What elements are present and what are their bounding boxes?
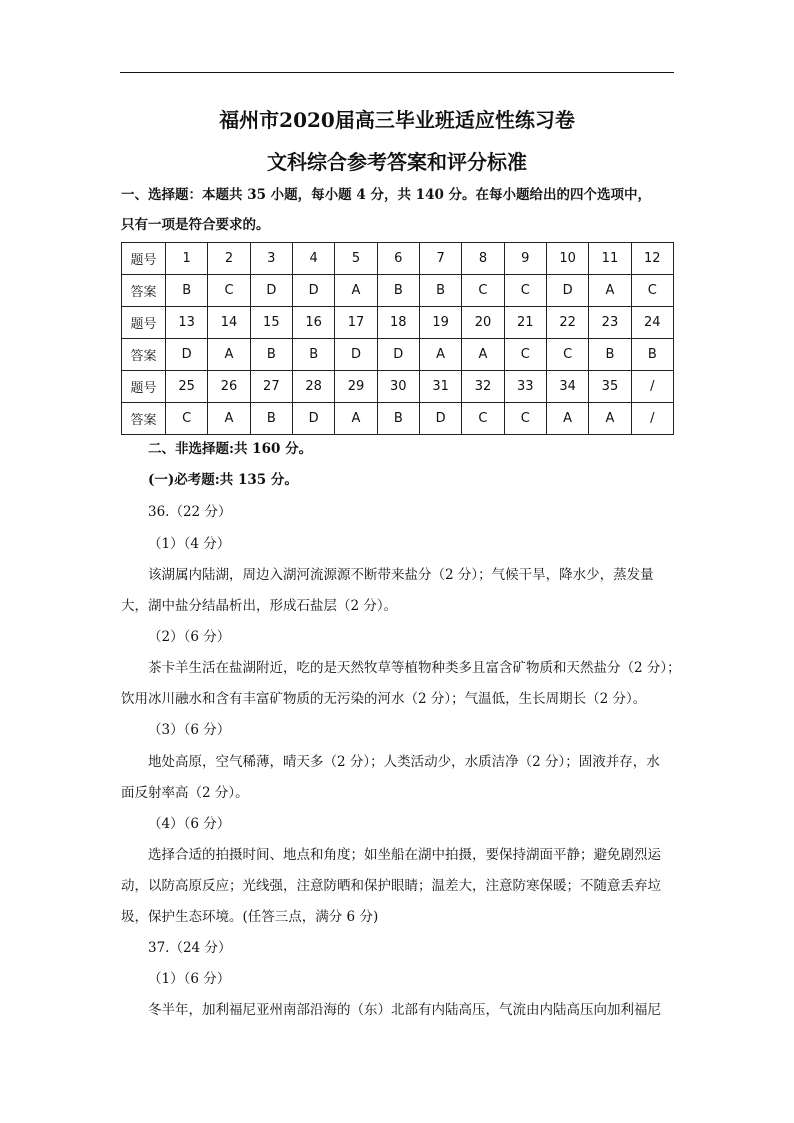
answer-table-cell: B [419, 275, 461, 307]
answer-table-cell: B [292, 339, 334, 371]
answer-table-cell: D [335, 339, 377, 371]
answer-table-cell: 5 [335, 243, 377, 275]
answer-table-cell: B [631, 339, 673, 371]
answer-table-cell: 23 [589, 307, 631, 339]
q36-part4-answer-line1: 选择合适的拍摄时间、地点和角度；如坐船在湖中拍摄，要保持湖面平静；避免剧烈运 [148, 847, 661, 863]
answer-table-cell: 30 [377, 371, 419, 403]
answer-table-cell: B [377, 403, 419, 435]
answer-table-cell: A [546, 403, 588, 435]
answer-table-cell: 8 [462, 243, 504, 275]
answer-table-row-label: 答案 [122, 339, 166, 371]
q36-part1-heading: （1）（4 分） [148, 536, 231, 552]
answer-table-cell: 35 [589, 371, 631, 403]
answer-table-cell: D [166, 339, 208, 371]
answer-table-cell: D [250, 275, 292, 307]
q37-part1-answer-line1: 冬半年，加利福尼亚州南部沿海的（东）北部有内陆高压，气流由内陆高压向加利福尼 [148, 1002, 661, 1018]
answer-table-cell: D [419, 403, 461, 435]
answer-table-row-label: 答案 [122, 275, 166, 307]
answer-table-cell: A [208, 339, 250, 371]
answer-table-cell: D [377, 339, 419, 371]
answer-table-cell: 31 [419, 371, 461, 403]
answer-table-cell: 21 [504, 307, 546, 339]
q37-part1-heading: （1）（6 分） [148, 971, 231, 987]
q36-part1-answer-line2: 大，湖中盐分结晶析出，形成石盐层（2 分）。 [121, 598, 398, 614]
section2-heading: 二、非选择题:共 160 分。 [148, 441, 313, 457]
answer-table-cell: A [419, 339, 461, 371]
answer-table-cell: 25 [166, 371, 208, 403]
document-subtitle: 文科综合参考答案和评分标准 [267, 150, 527, 174]
answer-table-cell: 7 [419, 243, 461, 275]
answer-table-cell: B [589, 339, 631, 371]
answer-table-cell: 26 [208, 371, 250, 403]
answer-table-cell: 34 [546, 371, 588, 403]
answer-table-cell: C [462, 403, 504, 435]
answer-table-cell: C [462, 275, 504, 307]
answer-table-cell: 1 [166, 243, 208, 275]
answer-table-cell: 33 [504, 371, 546, 403]
q36-part2-answer-line2: 饮用冰川融水和含有丰富矿物质的无污染的河水（2 分）；气温低，生长周期长（2 分）。 [121, 691, 647, 707]
answer-table-cell: A [208, 403, 250, 435]
answer-table-cell: D [546, 275, 588, 307]
answer-table-row-label: 题号 [122, 371, 166, 403]
q36-part3-answer-line2: 面反射率高（2 分）。 [121, 785, 249, 801]
section1-instructions-line2: 只有一项是符合要求的。 [121, 217, 270, 233]
answer-table-cell: 28 [292, 371, 334, 403]
answer-table-cell: / [631, 371, 673, 403]
q36-part1-answer-line1: 该湖属内陆湖，周边入湖河流源源不断带来盐分（2 分）；气候干旱，降水少，蒸发量 [148, 567, 654, 583]
answer-table-cell: 22 [546, 307, 588, 339]
answer-table-cell: 20 [462, 307, 504, 339]
q36-part2-heading: （2）（6 分） [148, 629, 231, 645]
answer-table-cell: C [546, 339, 588, 371]
answer-table-cell: 3 [250, 243, 292, 275]
answer-table-cell: C [208, 275, 250, 307]
answer-table-cell: D [292, 403, 334, 435]
answer-table-cell: B [166, 275, 208, 307]
answer-table-cell: 16 [292, 307, 334, 339]
answer-table-cell: C [504, 339, 546, 371]
answer-table-cell: A [335, 275, 377, 307]
answer-table-row [122, 275, 674, 307]
answer-table-cell: A [589, 275, 631, 307]
answer-table [121, 242, 674, 435]
header-rule [120, 72, 674, 73]
answer-table-row [122, 339, 674, 371]
answer-table-cell: D [292, 275, 334, 307]
answer-table-cell: B [250, 339, 292, 371]
answer-table-cell: 2 [208, 243, 250, 275]
answer-table-cell: C [631, 275, 673, 307]
q36-heading: 36.（22 分） [148, 504, 232, 520]
answer-table-cell: 6 [377, 243, 419, 275]
answer-table-cell: A [335, 403, 377, 435]
answer-table-row-label: 题号 [122, 307, 166, 339]
answer-table-row-label: 题号 [122, 243, 166, 275]
answer-table-row [122, 403, 674, 435]
answer-table-row [122, 243, 674, 275]
answer-table-cell: C [504, 403, 546, 435]
answer-table-cell: 15 [250, 307, 292, 339]
q36-part3-answer-line1: 地处高原，空气稀薄，晴天多（2 分）；人类活动少，水质洁净（2 分）；固液并存，水 [148, 754, 660, 770]
answer-table-cell: 10 [546, 243, 588, 275]
answer-table-cell: 11 [589, 243, 631, 275]
answer-table-cell: 29 [335, 371, 377, 403]
q36-part2-answer-line1: 茶卡羊生活在盐湖附近，吃的是天然牧草等植物种类多且富含矿物质和天然盐分（2 分）； [148, 660, 681, 676]
answer-table-cell: 32 [462, 371, 504, 403]
section2-subheading: (一)必考题:共 135 分。 [148, 472, 298, 488]
answer-table-cell: A [462, 339, 504, 371]
answer-table-cell: 4 [292, 243, 334, 275]
answer-table-cell: 17 [335, 307, 377, 339]
q36-part4-answer-line2: 动，以防高原反应；光线强，注意防晒和保护眼睛；温差大，注意防寒保暖；不随意丢弃垃 [121, 878, 661, 894]
document-title: 福州市2020届高三毕业班适应性练习卷 [219, 108, 575, 132]
answer-table-cell: 9 [504, 243, 546, 275]
q36-part4-answer-line3: 圾，保护生态环境。(任答三点，满分 6 分) [121, 909, 379, 925]
answer-table-cell: / [631, 403, 673, 435]
answer-table-row [122, 307, 674, 339]
answer-table-cell: 14 [208, 307, 250, 339]
answer-table-cell: 24 [631, 307, 673, 339]
answer-table-row-label: 答案 [122, 403, 166, 435]
answer-table-cell: A [589, 403, 631, 435]
answer-table-cell: 12 [631, 243, 673, 275]
q37-heading: 37.（24 分） [148, 940, 232, 956]
answer-table-cell: 27 [250, 371, 292, 403]
section1-instructions-line1: 一、选择题：本题共 35 小题，每小题 4 分，共 140 分。在每小题给出的四个选项中， [121, 187, 652, 203]
answer-table-cell: C [504, 275, 546, 307]
answer-table-cell: 18 [377, 307, 419, 339]
answer-table-cell: B [250, 403, 292, 435]
q36-part3-heading: （3）（6 分） [148, 722, 231, 738]
answer-table-cell: B [377, 275, 419, 307]
q36-part4-heading: （4）（6 分） [148, 816, 231, 832]
answer-table-cell: C [166, 403, 208, 435]
answer-table-cell: 19 [419, 307, 461, 339]
answer-table-row [122, 371, 674, 403]
answer-table-cell: 13 [166, 307, 208, 339]
